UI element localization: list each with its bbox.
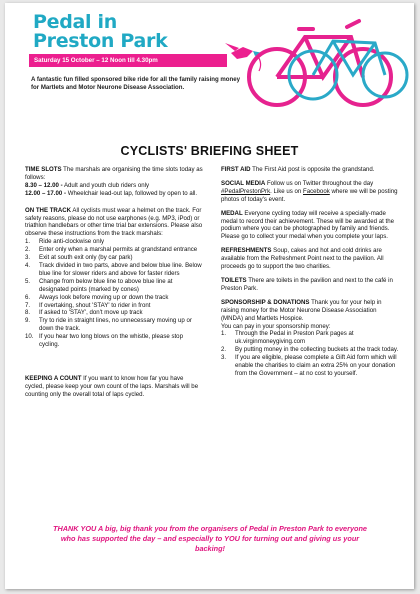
briefing-sheet [5,3,414,589]
social-media-heading: SOCIAL MEDIA [221,179,266,187]
right-column [221,166,399,384]
bicycles-illustration [213,7,409,117]
event-logo-text [33,13,167,51]
toilets-text: There are toilets in the pavilion and next to the café in Preston Park. [221,276,393,292]
list-item: 6. Always look before moving up or down the track [25,293,169,301]
time-slot-1-time: 8.30 – 12.00 - [25,181,63,189]
medal-heading: MEDAL [221,209,243,217]
list-item: 5. Change from below blue line to above blue line at designated points (marked by cones) [25,277,173,293]
first-aid-heading: FIRST AID [221,166,251,173]
list-item: 2. Enter only when a marshal permits at grandstand entrance [25,246,198,254]
list-item: 4. Track divided in two parts, above and below blue line. Below blue line for slower riders and above for faster riders [25,261,202,277]
brand-line-1: Pedal in [33,11,117,33]
on-track-text: All cyclists must wear a helmet on the track. For safety reasons, please do not use earphones (e.g. MP3, iPod) or triathlon handlebars or other time trial bar extensions. Please also observe these instructions from the track marshals: [25,206,203,238]
list-item: 3. If you are eligible, please complete a Gift Aid form which will enable the charities to claim an extra 25% on your donation from the Government – at no cost to yourself. [221,354,397,377]
twitter-hashtag-link[interactable]: #PedalPrestonPrk [221,187,271,195]
social-media-text: Follow us on Twitter throughout the day [266,179,374,187]
track-rules-list [25,238,203,349]
first-aid-text: The First Aid post is opposite the grandstand. [252,166,375,173]
list-item: 8. If asked to 'STAY', don't move up track [25,309,143,317]
page-title: CYCLISTS' BRIEFING SHEET [120,144,299,158]
sponsorship-subtext: You can pay in your sponsorship money: [221,322,331,330]
medal-section [221,210,399,242]
facebook-link[interactable]: Facebook [303,187,330,195]
keeping-count-section [25,375,203,399]
list-item: 7. If overtaking, shout 'STAY' to rider in front [25,301,151,309]
sponsorship-section [221,299,399,378]
time-slots-text: The marshals are organising the time slots today as follows: [25,166,203,181]
time-slot-1 [25,182,203,190]
left-column [25,166,203,405]
keeping-count-text: If you want to know how far you have cycled, please keep your own count of the laps. Marshals will be counting only the overall total of laps cycled. [25,374,199,398]
medal-text: Everyone cycling today will receive a specially-made medal to record their achievement. These will be awarded at the podium where you can be photographed by family and friends. Please go to collect your medal when you complete your laps. [221,209,394,241]
time-slot-2-time: 12.00 – 17.00 - [25,189,66,197]
time-slot-2-text: Wheelchair lead-out lap, followed by open to all. [67,189,198,197]
sponsorship-text: Thank you for your help in raising money for the Motor Neurone Disease Association (MNDA) and Martlets Hospice. [221,298,382,322]
refreshments-heading: REFRESHMENTS [221,247,272,255]
social-media-section [221,180,399,204]
on-track-heading: ON THE TRACK [25,206,72,214]
event-intro: A fantastic fun filled sponsored bike ride for all the family raising money for Martlets and Motor Neurone Disease Association. [31,76,241,91]
first-aid-section [221,166,399,174]
brand-line-2: Preston Park [33,30,168,52]
thank-you-footer: THANK YOU A big, big thank you from the organisers of Pedal in Preston Park to everyone who has supported the day – and especially to YOU for turning out and giving us your backing! [53,524,367,553]
keeping-count-heading: KEEPING A COUNT [25,374,82,382]
sponsorship-ways-list [221,330,399,377]
list-item: 9. Try to ride in straight lines, no unnecessary moving up or down the track. [25,317,192,333]
list-item: 3. Exit at south exit only (by car park) [25,254,133,262]
social-media-text: where we will be posting photos of today's event. [221,187,398,203]
list-item: 1. Through the Pedal in Preston Park pages at uk.virginmoneygiving.com [221,330,354,346]
refreshments-text: Soup, cakes and hot and cold drinks are available from the Refreshment Point next to the pavilion. All proceeds go to support the two charities. [221,247,384,271]
list-item: 10. If you hear two long blows on the whistle, please stop cycling. [25,333,183,349]
event-date-banner: Saturday 15 October – 12 Noon till 4.30pm [29,54,227,67]
toilets-section [221,277,399,293]
time-slot-1-text: Adult and youth club riders only [63,181,149,189]
time-slots-heading: TIME SLOTS [25,166,62,173]
on-track-section [25,207,203,349]
refreshments-section [221,247,399,271]
time-slots-section [25,166,203,198]
list-item: 2. By putting money in the collecting buckets at the track today. [221,346,399,354]
event-header [5,3,414,121]
time-slot-2 [25,190,203,198]
sponsorship-heading: SPONSORSHIP & DONATIONS [221,298,310,306]
toilets-heading: TOILETS [221,276,247,284]
social-media-text: . Like us on [270,187,302,195]
list-item: 1. Ride anti-clockwise only [25,238,105,246]
